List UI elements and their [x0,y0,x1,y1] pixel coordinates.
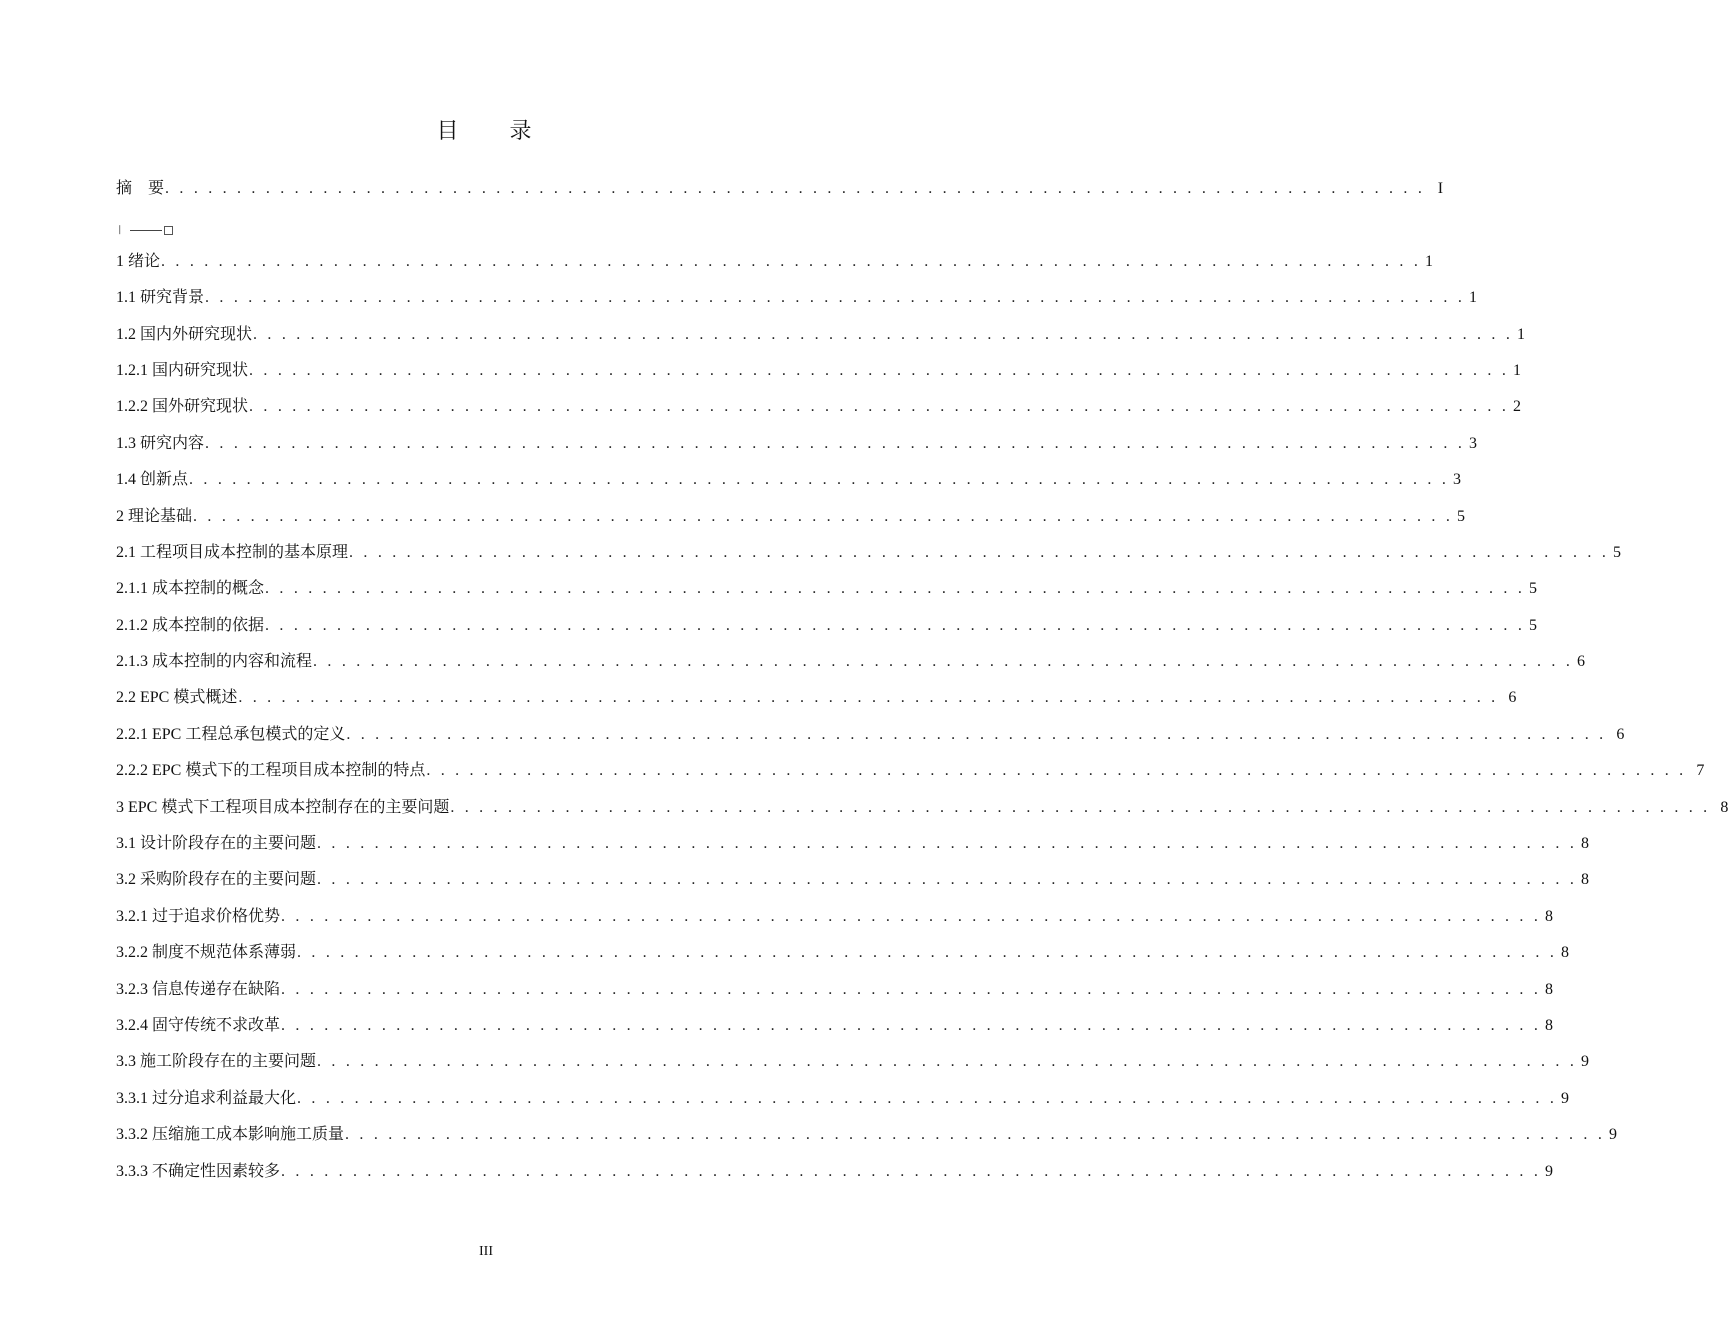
toc-entry[interactable] [116,651,1586,687]
toc-entry-label: 2.2 EPC 模式概述 [116,689,238,707]
toc-entry-page: 8 [1581,871,1590,889]
toc-entry-page: 5 [1529,616,1538,634]
toc-entry-page: 9 [1609,1126,1618,1144]
toc-leader-dots: . . . . . . . . . . . . . . . . . . . . . . . . . . . . . . . . . . . . . . . . . . . . . . . . . . . . . . . . . . . . . . . . . . . . . . . . . . . . . . . . . . . . . . . . [313,653,1574,671]
toc-leader-dots: . . . . . . . . . . . . . . . . . . . . . . . . . . . . . . . . . . . . . . . . . . . . . . . . . . . . . . . . . . . . . . . . . . . . . . . . . . . . . . . . . . . . . . . . [189,471,1450,489]
toc-entry-page: 2 [1513,398,1522,416]
toc-entry-page: 7 [1696,762,1705,780]
toc-artifact-row [116,214,860,250]
toc-title: 目 录 [436,119,554,144]
toc-entry[interactable] [116,942,1570,978]
toc-entry-page: 8 [1545,1016,1554,1034]
toc-entry[interactable] [116,1088,1570,1124]
toc-entry-label: 2 理论基础 [116,507,193,525]
toc-entry-label: 2.1 工程项目成本控制的基本原理 [116,543,349,561]
toc-entry-page: 5 [1457,507,1466,525]
toc-leader-dots: . . . . . . . . . . . . . . . . . . . . . . . . . . . . . . . . . . . . . . . . . . . . . . . . . . . . . . . . . . . . . . . . . . . . . . . . . . . . . . . . . . . . . . . . [249,398,1510,416]
toc-entry[interactable] [116,906,1554,942]
toc-entry[interactable] [116,324,1526,360]
toc-leader-dots: . . . . . . . . . . . . . . . . . . . . . . . . . . . . . . . . . . . . . . . . . . . . . . . . . . . . . . . . . . . . . . . . . . . . . . . . . . . . . . . . . . . . . . . . [205,434,1466,452]
toc-entry[interactable] [116,578,1538,614]
toc-entry-label: 3.2.1 过于追求价格优势 [116,907,281,925]
toc-entry[interactable] [116,1051,1590,1087]
toc-entry-label: 2.1.3 成本控制的内容和流程 [116,653,313,671]
toc-entry-page: 3 [1453,471,1462,489]
toc-entry[interactable] [116,724,1625,760]
toc-entry[interactable] [116,797,1728,833]
toc-entry[interactable] [116,178,1444,214]
toc-entry-page: 9 [1581,1053,1590,1071]
toc-entry-page: 6 [1508,689,1517,707]
toc-leader-dots: . . . . . . . . . . . . . . . . . . . . . . . . . . . . . . . . . . . . . . . . . . . . . . . . . . . . . . . . . . . . . . . . . . . . . . . . . . . . . . . . . . . . . . . . [317,835,1578,853]
toc-entry[interactable] [116,251,1434,287]
toc-entry-label: 1.1 研究背景 [116,289,205,307]
toc-leader-dots: . . . . . . . . . . . . . . . . . . . . . . . . . . . . . . . . . . . . . . . . . . . . . . . . . . . . . . . . . . . . . . . . . . . . . . . . . . . . . . . . . . . . . . . . [265,580,1526,598]
toc-entry-label: 1.3 研究内容 [116,434,205,452]
toc-leader-dots: . . . . . . . . . . . . . . . . . . . . . . . . . . . . . . . . . . . . . . . . . . . . . . . . . . . . . . . . . . . . . . . . . . . . . . . . . . . . . . . . . . . . . . . . [165,180,1426,197]
toc-entry-page: 5 [1613,543,1622,561]
toc-leader-dots: . . . . . . . . . . . . . . . . . . . . . . . . . . . . . . . . . . . . . . . . . . . . . . . . . . . . . . . . . . . . . . . . . . . . . . . . . . . . . . . . . . . . . . . . [450,798,1711,816]
toc-entry[interactable] [116,542,1622,578]
toc-leader-dots: . . . . . . . . . . . . . . . . . . . . . . . . . . . . . . . . . . . . . . . . . . . . . . . . . . . . . . . . . . . . . . . . . . . . . . . . . . . . . . . . . . . . . . . . [345,1126,1606,1144]
toc-leader-dots: . . . . . . . . . . . . . . . . . . . . . . . . . . . . . . . . . . . . . . . . . . . . . . . . . . . . . . . . . . . . . . . . . . . . . . . . . . . . . . . . . . . . . . . . [426,762,1687,780]
toc-leader-dots: . . . . . . . . . . . . . . . . . . . . . . . . . . . . . . . . . . . . . . . . . . . . . . . . . . . . . . . . . . . . . . . . . . . . . . . . . . . . . . . . . . . . . . . . [297,944,1558,962]
toc-leader-dots: . . . . . . . . . . . . . . . . . . . . . . . . . . . . . . . . . . . . . . . . . . . . . . . . . . . . . . . . . . . . . . . . . . . . . . . . . . . . . . . . . . . . . . . . [193,507,1454,525]
toc-leader-dots: . . . . . . . . . . . . . . . . . . . . . . . . . . . . . . . . . . . . . . . . . . . . . . . . . . . . . . . . . . . . . . . . . . . . . . . . . . . . . . . . . . . . . . . . [281,980,1542,998]
toc-entry-page: 8 [1561,944,1570,962]
toc-leader-dots: . . . . . . . . . . . . . . . . . . . . . . . . . . . . . . . . . . . . . . . . . . . . . . . . . . . . . . . . . . . . . . . . . . . . . . . . . . . . . . . . . . . . . . . . [317,871,1578,889]
toc-entry-label: 3.2 采购阶段存在的主要问题 [116,871,317,889]
toc-leader-dots: . . . . . . . . . . . . . . . . . . . . . . . . . . . . . . . . . . . . . . . . . . . . . . . . . . . . . . . . . . . . . . . . . . . . . . . . . . . . . . . . . . . . . . . . [265,616,1526,634]
table-of-contents [116,178,1728,1197]
toc-entry-label: 3.2.4 固守传统不求改革 [116,1016,281,1034]
toc-leader-dots: . . . . . . . . . . . . . . . . . . . . . . . . . . . . . . . . . . . . . . . . . . . . . . . . . . . . . . . . . . . . . . . . . . . . . . . . . . . . . . . . . . . . . . . . [205,289,1466,307]
toc-entry[interactable] [116,869,1590,905]
toc-leader-dots: . . . . . . . . . . . . . . . . . . . . . . . . . . . . . . . . . . . . . . . . . . . . . . . . . . . . . . . . . . . . . . . . . . . . . . . . . . . . . . . . . . . . . . . . [238,689,1499,707]
toc-leader-dots: . . . . . . . . . . . . . . . . . . . . . . . . . . . . . . . . . . . . . . . . . . . . . . . . . . . . . . . . . . . . . . . . . . . . . . . . . . . . . . . . . . . . . . . . [281,1016,1542,1034]
toc-entry-page: 8 [1545,907,1554,925]
toc-entry-label: 3.3 施工阶段存在的主要问题 [116,1053,317,1071]
toc-entry[interactable] [116,469,1462,505]
toc-entry-label: 摘 要 [116,180,165,197]
toc-entry-label: 3.3.1 过分追求利益最大化 [116,1089,297,1107]
toc-entry[interactable] [116,1015,1554,1051]
toc-entry-label: 3 EPC 模式下工程项目成本控制存在的主要问题 [116,798,450,816]
toc-entry-label: 3.3.3 不确定性因素较多 [116,1162,281,1180]
toc-entry-page: 6 [1577,653,1586,671]
toc-leader-dots: . . . . . . . . . . . . . . . . . . . . . . . . . . . . . . . . . . . . . . . . . . . . . . . . . . . . . . . . . . . . . . . . . . . . . . . . . . . . . . . . . . . . . . . . [281,907,1542,925]
toc-entry[interactable] [116,1161,1554,1197]
toc-entry-page: 1 [1513,361,1522,379]
toc-entry-page: 8 [1720,798,1728,816]
toc-entry-page: 8 [1545,980,1554,998]
toc-entry-page: 5 [1529,580,1538,598]
toc-leader-dots: . . . . . . . . . . . . . . . . . . . . . . . . . . . . . . . . . . . . . . . . . . . . . . . . . . . . . . . . . . . . . . . . . . . . . . . . . . . . . . . . . . . . . . . . [281,1162,1542,1180]
toc-entry[interactable] [116,1124,1618,1160]
toc-leader-dots: . . . . . . . . . . . . . . . . . . . . . . . . . . . . . . . . . . . . . . . . . . . . . . . . . . . . . . . . . . . . . . . . . . . . . . . . . . . . . . . . . . . . . . . . [253,325,1514,343]
toc-leader-dots: . . . . . . . . . . . . . . . . . . . . . . . . . . . . . . . . . . . . . . . . . . . . . . . . . . . . . . . . . . . . . . . . . . . . . . . . . . . . . . . . . . . . . . . . [317,1053,1578,1071]
toc-entry-label: 3.2.2 制度不规范体系薄弱 [116,944,297,962]
toc-entry-page: 6 [1616,725,1625,743]
toc-entry-page: I [1437,180,1444,197]
toc-entry[interactable] [116,615,1538,651]
toc-entry[interactable] [116,433,1478,469]
toc-entry[interactable] [116,687,1517,723]
toc-leader-dots: . . . . . . . . . . . . . . . . . . . . . . . . . . . . . . . . . . . . . . . . . . . . . . . . . . . . . . . . . . . . . . . . . . . . . . . . . . . . . . . . . . . . . . . . [249,361,1510,379]
toc-entry-page: 8 [1581,835,1590,853]
toc-entry[interactable] [116,760,1705,796]
toc-entry[interactable] [116,979,1554,1015]
toc-entry-label: 2.1.2 成本控制的依据 [116,616,265,634]
toc-leader-dots: . . . . . . . . . . . . . . . . . . . . . . . . . . . . . . . . . . . . . . . . . . . . . . . . . . . . . . . . . . . . . . . . . . . . . . . . . . . . . . . . . . . . . . . . [349,543,1610,561]
toc-entry[interactable] [116,506,1466,542]
toc-entry-label: 2.1.1 成本控制的概念 [116,580,265,598]
toc-leader-dots: . . . . . . . . . . . . . . . . . . . . . . . . . . . . . . . . . . . . . . . . . . . . . . . . . . . . . . . . . . . . . . . . . . . . . . . . . . . . . . . . . . . . . . . . [161,252,1422,270]
toc-leader-dots: . . . . . . . . . . . . . . . . . . . . . . . . . . . . . . . . . . . . . . . . . . . . . . . . . . . . . . . . . . . . . . . . . . . . . . . . . . . . . . . . . . . . . . . . [297,1089,1558,1107]
toc-entry-label: 1.2 国内外研究现状 [116,325,253,343]
toc-entry-page: 1 [1425,252,1434,270]
toc-entry-label: 1.2.2 国外研究现状 [116,398,249,416]
toc-entry-page: 9 [1545,1162,1554,1180]
toc-entry-page: 3 [1469,434,1478,452]
toc-entry[interactable] [116,396,1522,432]
toc-entry-label: 2.2.1 EPC 工程总承包模式的定义 [116,725,346,743]
toc-entry-label: 2.2.2 EPC 模式下的工程项目成本控制的特点 [116,762,426,780]
toc-entry-label: 1 绪论 [116,252,161,270]
toc-entry-page: 1 [1469,289,1478,307]
toc-entry-label: 1.4 创新点 [116,471,189,489]
toc-entry-page: 9 [1561,1089,1570,1107]
toc-entry-page: 1 [1517,325,1526,343]
page-number: III [479,1244,493,1259]
toc-entry[interactable] [116,360,1522,396]
toc-leader-dots: . . . . . . . . . . . . . . . . . . . . . . . . . . . . . . . . . . . . . . . . . . . . . . . . . . . . . . . . . . . . . . . . . . . . . . . . . . . . . . . . . . . . . . . . [346,725,1607,743]
render-artifact: ❘ [116,224,173,235]
toc-entry-label: 3.3.2 压缩施工成本影响施工质量 [116,1126,345,1144]
toc-entry[interactable] [116,287,1478,323]
toc-entry-label: 3.1 设计阶段存在的主要问题 [116,835,317,853]
toc-entry[interactable] [116,833,1590,869]
toc-entry-label: 1.2.1 国内研究现状 [116,361,249,379]
toc-entry-label: 3.2.3 信息传递存在缺陷 [116,980,281,998]
